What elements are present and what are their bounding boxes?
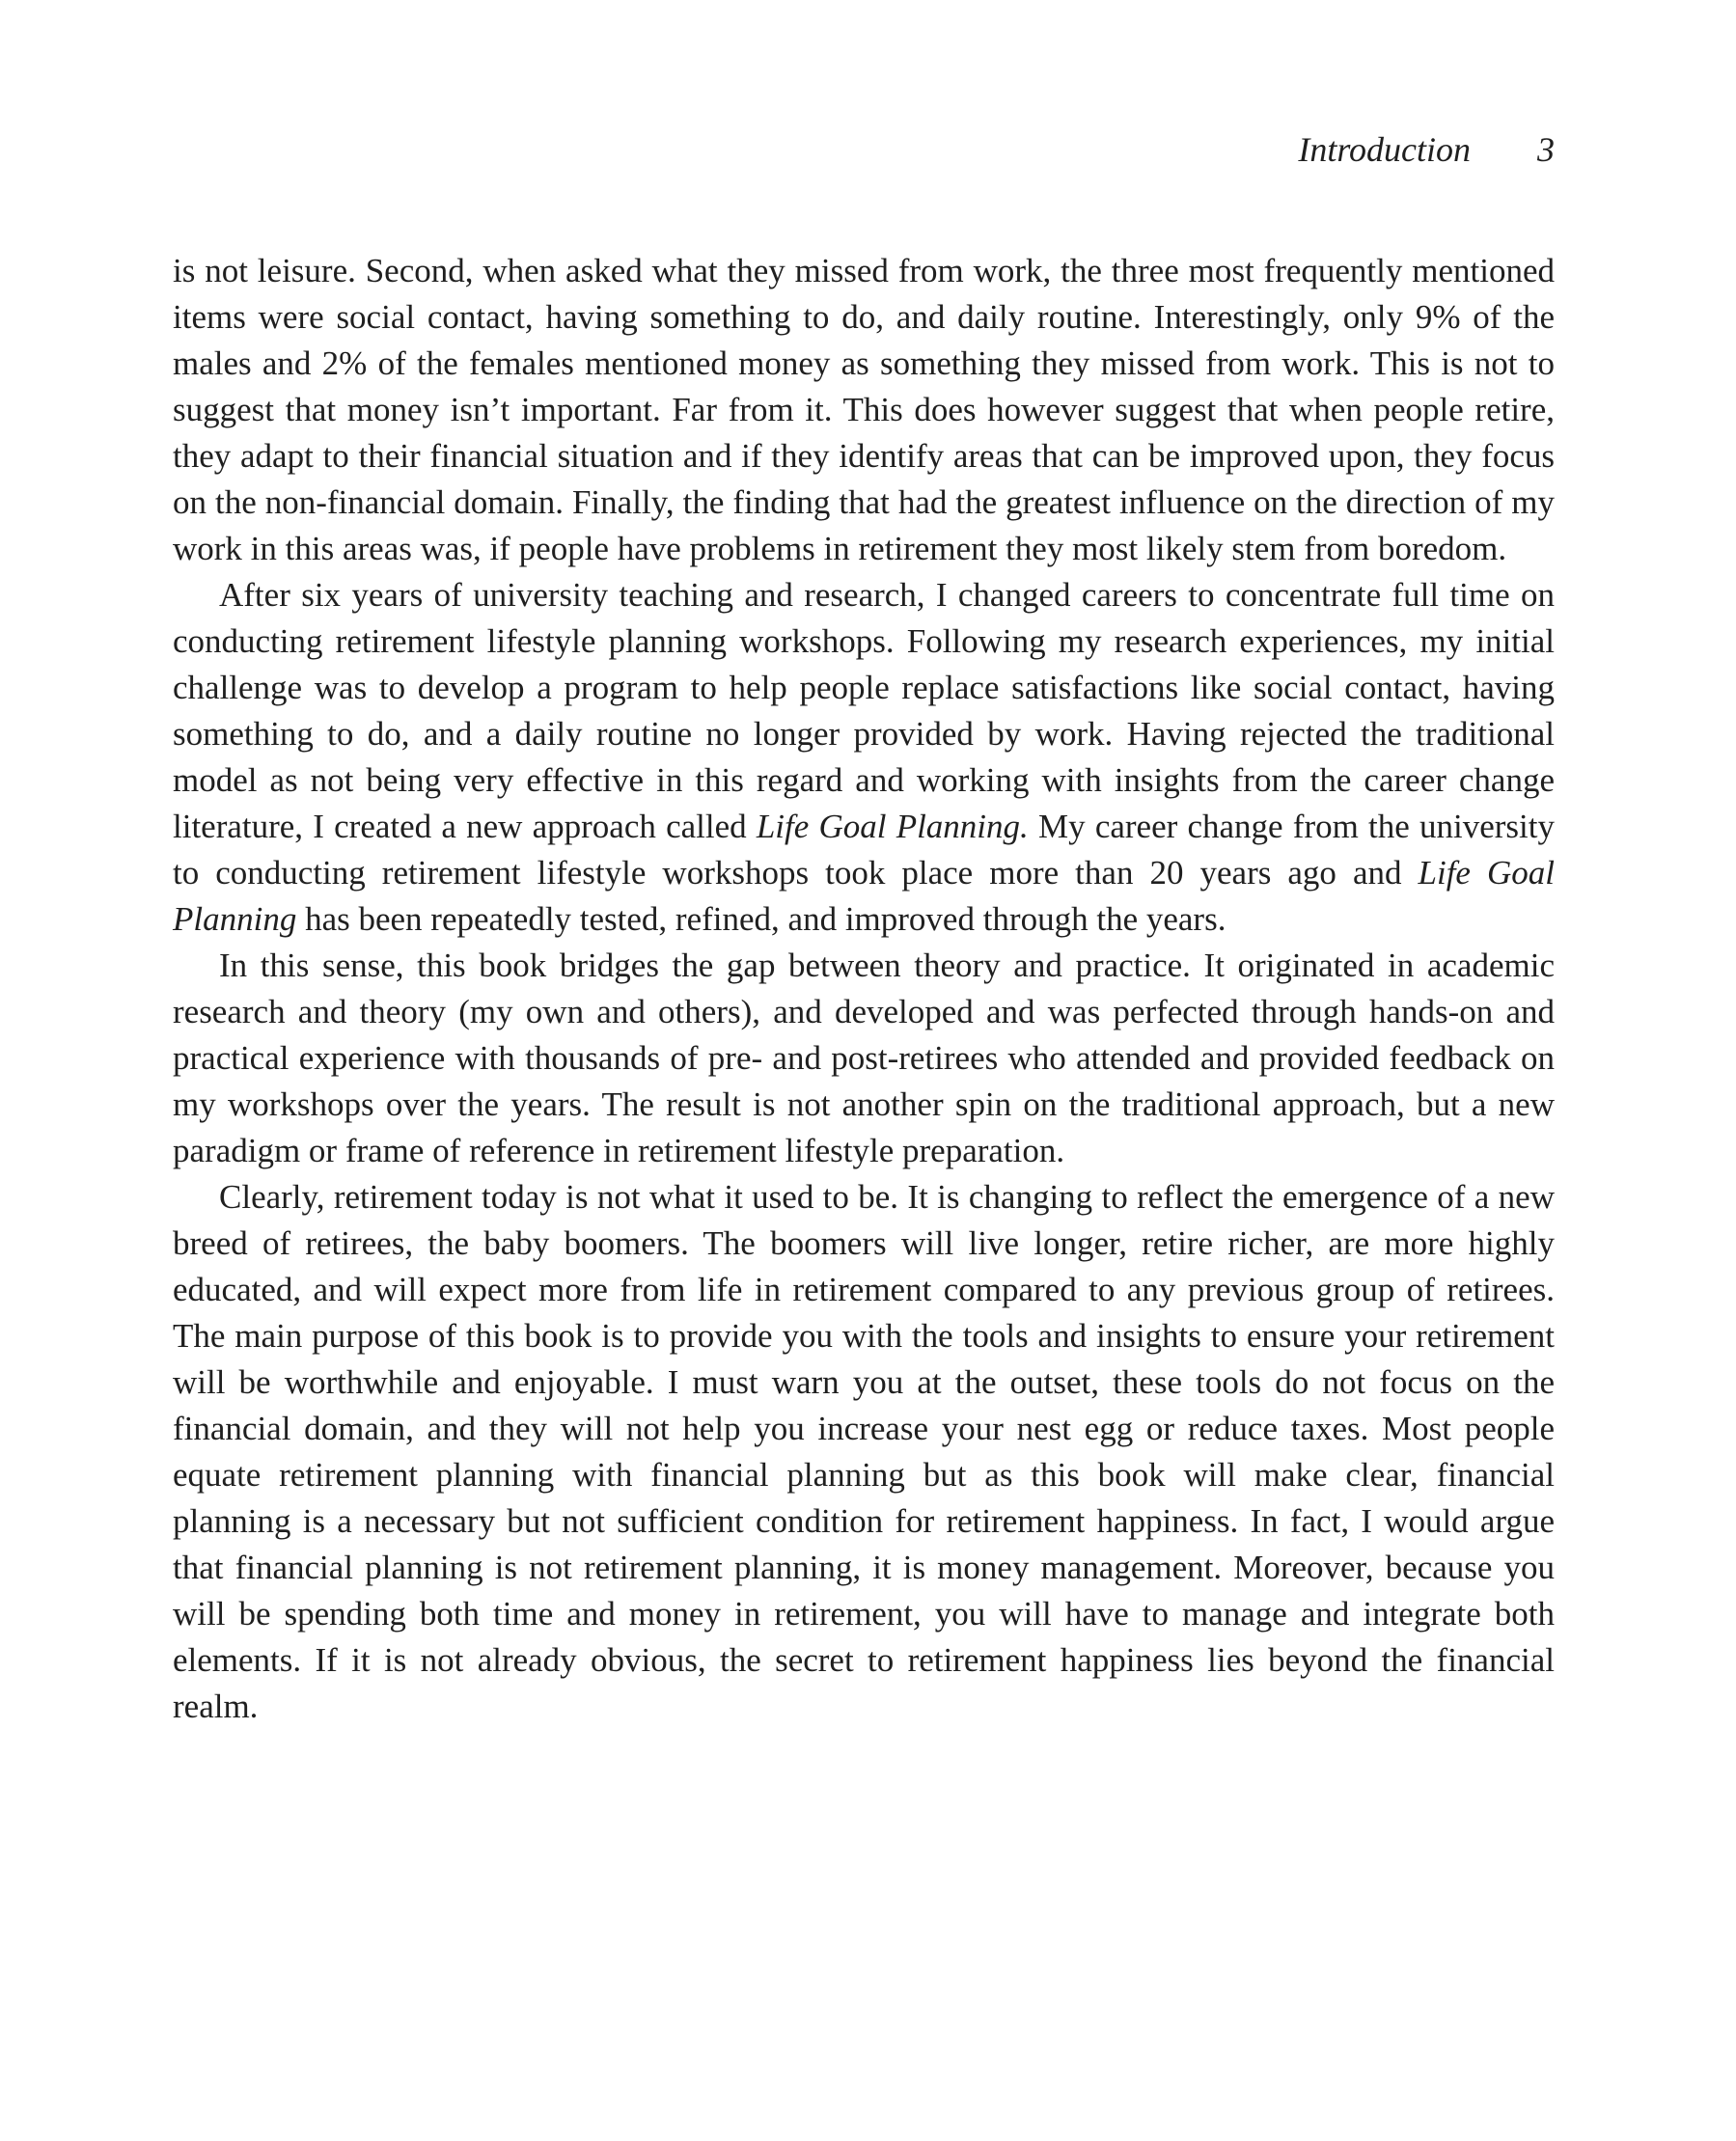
book-method-name: Life Goal Planning. [756, 808, 1029, 845]
paragraph-1: is not leisure. Second, when asked what they missed from work, the three most frequently mentioned items were social contact, having something to do, and daily routine. Interestingly, only 9% of the males and 2% of the females mentioned money as something they missed from work. This is not to suggest that money isn’t important. Far from it. This does however suggest that when people retire, they adapt to their financial situation and if they identify areas that can be improved upon, they focus on the non-financial domain. Finally, the finding that had the greatest influence on the direction of my work in this areas was, if people have problems in retirement they most likely stem from boredom. [173, 252, 1555, 567]
paragraph-3: In this sense, this book bridges the gap between theory and practice. It originated in academic research and theory (my own and others), and developed and was perfected through hands-on and practical experience with thousands of pre- and post-retirees who attended and provided feedback on my workshops over the years. The result is not another spin on the traditional approach, but a new paradigm or frame of reference in retirement lifestyle preparation. [173, 947, 1555, 1169]
page-number: 3 [1537, 130, 1555, 169]
paragraph-4: Clearly, retirement today is not what it used to be. It is changing to reflect the emergence of a new breed of retirees, the baby boomers. The boomers will live longer, retire richer, are more highly educated, and will expect more from life in retirement compared to any previous group of retirees. The main purpose of this book is to provide you with the tools and insights to ensure your retirement will be worthwhile and enjoyable. I must warn you at the outset, these tools do not focus on the financial domain, and they will not help you increase your nest egg or reduce taxes. Most people equate retirement planning with financial planning but as this book will make clear, financial planning is a necessary but not sufficient condition for retirement happiness. In fact, I would argue that financial planning is not retirement planning, it is money management. Moreover, because you will be spending both time and money in retirement, you will have to manage and integrate both elements. If it is not already obvious, the secret to retirement happiness lies beyond the financial realm. [173, 1178, 1555, 1725]
section-title: Introduction [1298, 130, 1471, 169]
running-header [1298, 125, 1555, 174]
paragraph-2-text-b: My career change from the university to conducting retirement lifestyle workshops took place more than 20 years ago and [173, 808, 1555, 892]
book-method-name-repeat: Life Goal Planning [173, 854, 1555, 938]
body-text [173, 248, 1555, 1730]
paragraph-2-text-a: After six years of university teaching and research, I changed careers to concentrate full time on conducting retirement lifestyle planning workshops. Following my research experiences, my initial challenge was to develop a program to help people replace satisfactions like social contact, having something to do, and a daily routine no longer provided by work. Having rejected the traditional model as not being very effective in this regard and working with insights from the career change literature, I created a new approach called [173, 576, 1555, 845]
paragraph-2-text-c: has been repeatedly tested, refined, and improved through the years. [296, 900, 1226, 938]
paragraph-2 [173, 572, 1555, 943]
